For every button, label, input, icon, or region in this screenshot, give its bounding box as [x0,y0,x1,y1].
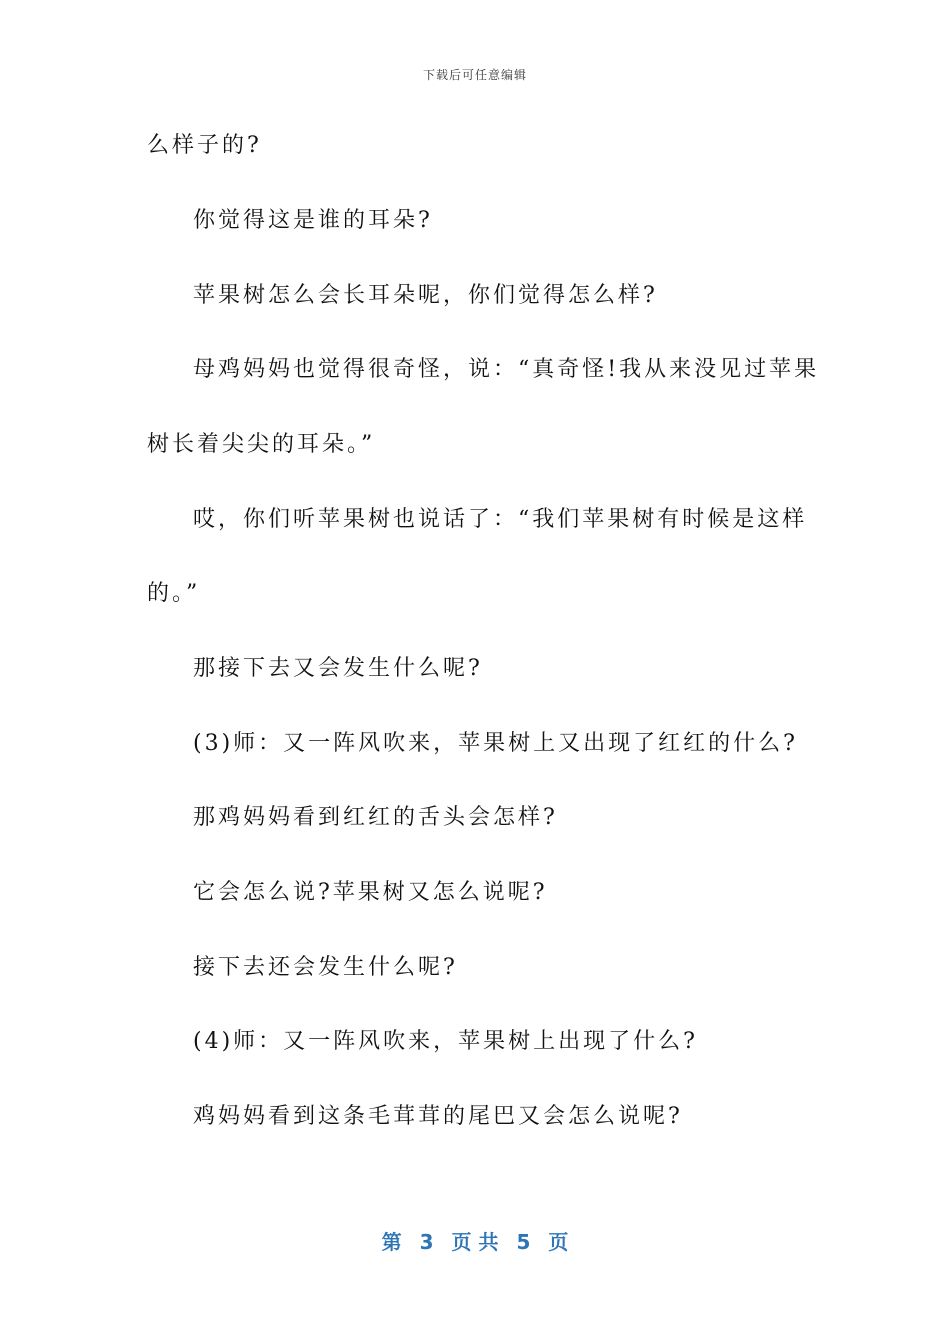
text-line-3: 苹果树怎么会长耳朵呢，你们觉得怎么样? [193,283,658,308]
text-line-12: 接下去还会发生什么呢? [193,955,458,980]
footer-page-mid: 页 共 [451,1230,499,1254]
text-line-9: (3)师：又一阵风吹来，苹果树上又出现了红红的什么? [193,731,798,756]
footer-page-suffix: 页 [548,1230,569,1254]
footer-total-pages: 5 [516,1230,531,1254]
text-line-1: 么样子的? [147,133,262,158]
footer-current-page: 3 [419,1230,434,1254]
footer-page-prefix: 第 [381,1230,402,1254]
page-footer [0,1226,950,1255]
text-line-5: 树长着尖尖的耳朵。” [147,432,376,457]
text-line-10: 那鸡妈妈看到红红的舌头会怎样? [193,805,558,830]
text-line-11: 它会怎么说?苹果树又怎么说呢? [193,880,548,905]
text-line-7: 的。” [147,581,201,606]
text-line-14: 鸡妈妈看到这条毛茸茸的尾巴又会怎么说呢? [193,1104,683,1129]
text-line-8: 那接下去又会发生什么呢? [193,656,483,681]
text-line-4: 母鸡妈妈也觉得很奇怪，说：“真奇怪!我从来没见过苹果 [193,357,820,382]
text-line-2: 你觉得这是谁的耳朵? [193,208,433,233]
text-line-6: 哎，你们听苹果树也说话了：“我们苹果树有时候是这样 [193,507,808,532]
header-note: 下载后可任意编辑 [422,68,527,82]
text-line-13: (4)师：又一阵风吹来，苹果树上出现了什么? [193,1029,698,1054]
